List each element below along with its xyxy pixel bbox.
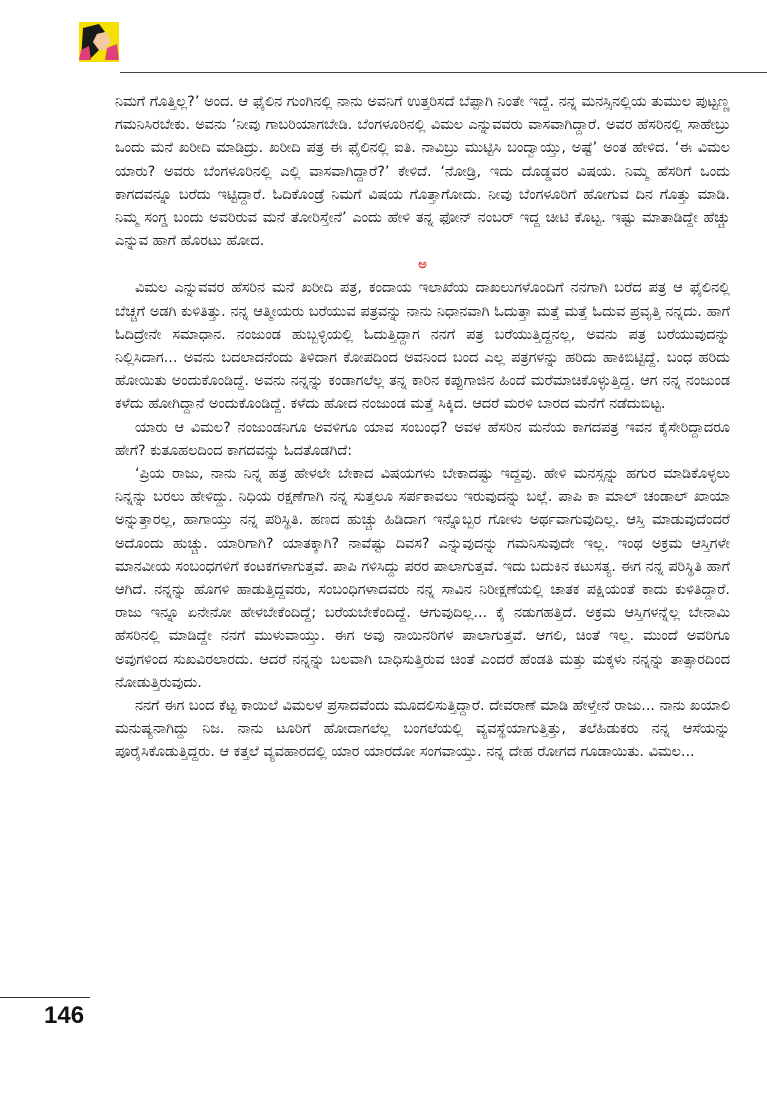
paragraph: ವಿಮಲ ಎನ್ನುವವರ ಹೆಸರಿನ ಮನೆ ಖರೀದಿ ಪತ್ರ, ಕಂದಾಯ ಇಲಾಖೆಯ ದಾಖಲುಗಳೊಂದಿಗೆ ನನಗಾಗಿ ಬರೆದ ಪತ್ರ ಆ ಫೈಲಿನಲ್ಲಿ ಬೆಚ್ಚಗೆ ಅಡಗಿ ಕುಳಿತಿತ್ತು. ನನ್ನ ಆತ್ಮೀಯರು ಬರೆಯುವ ಪತ್ರವನ್ನು ನಾನು ನಿಧಾನವಾಗಿ ಓದುತ್ತಾ ಮತ್ತೆ ಮತ್ತೆ ಓದುವ ಪ್ರವೃತ್ತಿ ನನ್ನದು. ಹಾಗೆ ಓದಿದ್ರೇನೇ ಸಮಾಧಾನ. ನಂಜುಂಡ ಹುಬ್ಬಳ್ಳಿಯಲ್ಲಿ ಓದುತ್ತಿದ್ದಾಗ ನನಗೆ ಪತ್ರ ಬರೆಯುತ್ತಿದ್ದನಲ್ಲ, ಅವನು ಪತ್ರ ಬರೆಯುವುದನ್ನು ನಿಲ್ಲಿಸಿದಾಗ... ಅವನು ಬದಲಾದನೆಂದು ತಿಳಿದಾಗ ಕೋಪದಿಂದ ಅವನಿಂದ ಬಂದ ಎಲ್ಲ ಪತ್ರಗಳನ್ನು ಹರಿದು ಹಾಕಿಬಿಟ್ಟಿದ್ದೆ. ಬಂಧ ಹರಿದು ಹೋಯಿತು ಅಂದುಕೊಂಡಿದ್ದೆ. ಅವನು ನನ್ನನ್ನು ಕಂಡಾಗಲೆಲ್ಲ ತನ್ನ ಕಾರಿನ ಕಪ್ಪುಗಾಜಿನ ಹಿಂದೆ ಮರೆಮಾಚಿಕೊಳ್ಳುತ್ತಿದ್ದ. ಆಗ ನನ್ನ ನಂಜುಂಡ ಕಳೆದು ಹೋಗಿದ್ದಾನೆ ಅಂದುಕೊಂಡಿದ್ದೆ. ಕಳೆದು ಹೋದ ನಂಜುಂಡ ಮತ್ತೆ ಸಿಕ್ಕಿದ. ಆದರೆ ಮರಳಿ ಬಾರದ ಮನೆಗೆ ನಡೆದುಬಿಟ್ಟ. [115, 280, 730, 413]
page-body [115, 91, 730, 765]
footer-divider [0, 997, 90, 998]
header-divider [120, 72, 767, 73]
section-break-ornament: ಅ [418, 257, 427, 273]
page-number: 146 [44, 1002, 85, 1029]
paragraph: ನಿಮಗೆ ಗೊತ್ತಿಲ್ಲ?’ ಅಂದ. ಆ ಫೈಲಿನ ಗುಂಗಿನಲ್ಲಿ ನಾನು ಅವನಿಗೆ ಉತ್ತರಿಸದೆ ಬೆಪ್ಪಾಗಿ ನಿಂತೇ ಇದ್ದೆ. ನನ್ನ ಮನಸ್ಸಿನಲ್ಲಿಯ ತುಮುಲ ಪುಟ್ಟಣ್ಣ ಗಮನಿಸಿರಬೇಕು. ಅವನು ‘ನೀವು ಗಾಬರಿಯಾಗಬೇಡಿ. ಬೆಂಗಳೂರಿನಲ್ಲಿ ವಿಮಲ ಎನ್ನುವವರು ವಾಸವಾಗಿದ್ದಾರೆ. ಅವರ ಹೆಸರಿನಲ್ಲಿ ಸಾಹೇಬ್ರು ಒಂದು ಮನೆ ಖರೀದಿ ಮಾಡಿದ್ರು. ಖರೀದಿ ಪತ್ರ ಈ ಫೈಲಿನಲ್ಲಿ ಐತಿ. ನಾವಿಬ್ರು ಮುಟ್ಟಿಸಿ ಬಂದ್ವಾಯ್ತು, ಅಷ್ಟೆ’ ಅಂತ ಹೇಳಿದ. ‘ಈ ವಿಮಲ ಯಾರು? ಅವರು ಬೆಂಗಳೂರಿನಲ್ಲಿ ಎಲ್ಲಿ ವಾಸವಾಗಿದ್ದಾರೆ?’ ಕೇಳಿದೆ. ‘ನೋಡ್ರಿ, ಇದು ದೊಡ್ಡವರ ವಿಷಯ. ನಿಮ್ಮ ಹೆಸರಿಗೆ ಒಂದು ಕಾಗದವನ್ನೂ ಬರೆದು ಇಟ್ಟಿದ್ದಾರೆ. ಓದಿಕೊಂಡ್ರೆ ನಿಮಗೆ ವಿಷಯ ಗೊತ್ತಾಗೋದು. ನೀವು ಬೆಂಗಳೂರಿಗೆ ಹೋಗುವ ದಿನ ಗೊತ್ತು ಮಾಡಿ. ನಿಮ್ಮ ಸಂಗ್ಡ ಬಂದು ಅವರಿರುವ ಮನೆ ತೋರಿಸ್ತೇನೆ’ ಎಂದು ಹೇಳಿ ತನ್ನ ಫೋನ್ ನಂಬರ್ ಇದ್ದ ಚೀಟಿ ಕೊಟ್ಟ. ಇಷ್ಟು ಮಾತಾಡಿದ್ದೇ ಹೆಚ್ಚು ಎನ್ನುವ ಹಾಗೆ ಹೊರಟು ಹೋದ. [115, 94, 730, 250]
letter-paragraph: ‘ಪ್ರಿಯ ರಾಜು, ನಾನು ನಿನ್ನ ಹತ್ರ ಹೇಳಲೇ ಬೇಕಾದ ವಿಷಯಗಳು ಬೇಕಾದಷ್ಟು ಇದ್ದವು. ಹೇಳಿ ಮನಸ್ಸನ್ನು ಹಗುರ ಮಾಡಿಕೊಳ್ಳಲು ನಿನ್ನನ್ನು ಬರಲು ಹೇಳಿದ್ದು. ನಿಧಿಯ ರಕ್ಷಣೆಗಾಗಿ ನನ್ನ ಸುತ್ತಲೂ ಸರ್ಪಕಾವಲು ಇರುವುದನ್ನು ಬಲ್ಲೆ. ಪಾಪಿ ಕಾ ಮಾಲ್ ಚಂಡಾಲ್ ಖಾಯಾ ಅನ್ನುತ್ತಾರಲ್ಲ, ಹಾಗಾಯ್ತು ನನ್ನ ಪರಿಸ್ಥಿತಿ. ಹಣದ ಹುಚ್ಚು ಹಿಡಿದಾಗ ಇನ್ನೊಬ್ಬರ ಗೋಳು ಅರ್ಥವಾಗುವುದಿಲ್ಲ. ಆಸ್ತಿ ಮಾಡುವುದೆಂದರೆ ಅದೊಂದು ಹುಚ್ಚು. ಯಾರಿಗಾಗಿ? ಯಾತಕ್ಕಾಗಿ? ನಾವೆಷ್ಟು ದಿವಸ? ಎನ್ನುವುದನ್ನು ಗಮನಿಸುವುದೇ ಇಲ್ಲ. ಇಂಥ ಅಕ್ರಮ ಆಸ್ತಿಗಳೇ ಮಾನವೀಯ ಸಂಬಂಧಗಳಿಗೆ ಕಂಟಕಗಳಾಗುತ್ತವೆ. ಪಾಪಿ ಗಳಿಸಿದ್ದು ಪರರ ಪಾಲಾಗುತ್ತವೆ. ಇದು ಬದುಕಿನ ಕಟುಸತ್ಯ. ಈಗ ನನ್ನ ಪರಿಸ್ಥಿತಿ ಹಾಗೆ ಆಗಿದೆ. ನನ್ನನ್ನು ಹೊಗಳಿ ಹಾಡುತ್ತಿದ್ದವರು, ಸಂಬಂಧಿಗಳಾದವರು ನನ್ನ ಸಾವಿನ ನಿರೀಕ್ಷಣೆಯಲ್ಲಿ ಚಾತಕ ಪಕ್ಷಿಯಂತೆ ಕಾದು ಕುಳಿತಿದ್ದಾರೆ. ರಾಜು ಇನ್ನೂ ಏನೇನೋ ಹೇಳಬೇಕೆಂದಿದ್ದೆ; ಬರೆಯಬೇಕೆಂದಿದ್ದೆ. ಆಗುವುದಿಲ್ಲ... ಕೈ ನಡುಗಹತ್ತಿದೆ. ಅಕ್ರಮ ಆಸ್ತಿಗಳನ್ನೆಲ್ಲ ಬೇನಾಮಿ ಹೆಸರಿನಲ್ಲಿ ಮಾಡಿದ್ದೇ ನನಗೆ ಮುಳುವಾಯ್ತು. ಈಗ ಅವು ನಾಯಿನರಿಗಳ ಪಾಲಾಗುತ್ತವೆ. ಆಗಲಿ, ಚಿಂತೆ ಇಲ್ಲ. ಮುಂದೆ ಅವರಿಗೂ ಅವುಗಳಿಂದ ಸುಖವಿರಲಾರದು. ಆದರೆ ನನ್ನನ್ನು ಬಲವಾಗಿ ಬಾಧಿಸುತ್ತಿರುವ ಚಿಂತೆ ಎಂದರೆ ಹೆಂಡತಿ ಮತ್ತು ಮಕ್ಕಳು ನನ್ನನ್ನು ತಾತ್ಸಾರದಿಂದ ನೋಡುತ್ತಿರುವುದು. [115, 466, 731, 691]
letter-paragraph: ನನಗೆ ಈಗ ಬಂದ ಕೆಟ್ಟ ಕಾಯಿಲೆ ವಿಮಲಳ ಪ್ರಸಾದವೆಂದು ಮೂದಲಿಸುತ್ತಿದ್ದಾರೆ. ದೇವರಾಣೆ ಮಾಡಿ ಹೇಳ್ತೇನೆ ರಾಜು... ನಾನು ಖಯಾಲಿ ಮನುಷ್ಯನಾಗಿದ್ದು ನಿಜ. ನಾನು ಟೂರಿಗೆ ಹೋದಾಗಲೆಲ್ಲ ಬಂಗಲೆಯಲ್ಲಿ ವ್ಯವಸ್ಥೆಯಾಗುತ್ತಿತ್ತು, ತಲೆಹಿಡುಕರು ನನ್ನ ಆಸೆಯನ್ನು ಪೂರೈಸಿಕೊಡುತ್ತಿದ್ದರು. ಆ ಕತ್ತಲೆ ವ್ಯವಹಾರದಲ್ಲಿ ಯಾರ ಯಾರದೋ ಸಂಗವಾಯ್ತು. ನನ್ನ ದೇಹ ರೋಗದ ಗೂಡಾಯಿತು. ವಿಮಲ... [115, 698, 730, 761]
publication-logo-icon [77, 20, 121, 64]
paragraph: ಯಾರು ಆ ವಿಮಲ? ನಂಜುಂಡನಿಗೂ ಅವಳಿಗೂ ಯಾವ ಸಂಬಂಧ? ಅವಳ ಹೆಸರಿನ ಮನೆಯ ಕಾಗದಪತ್ರ ಇವನ ಕೈಸೇರಿದ್ದಾದರೂ ಹೇಗೆ? ಕುತೂಹಲದಿಂದ ಕಾಗದವನ್ನು ಓದತೊಡಗಿದೆ: [115, 419, 730, 459]
